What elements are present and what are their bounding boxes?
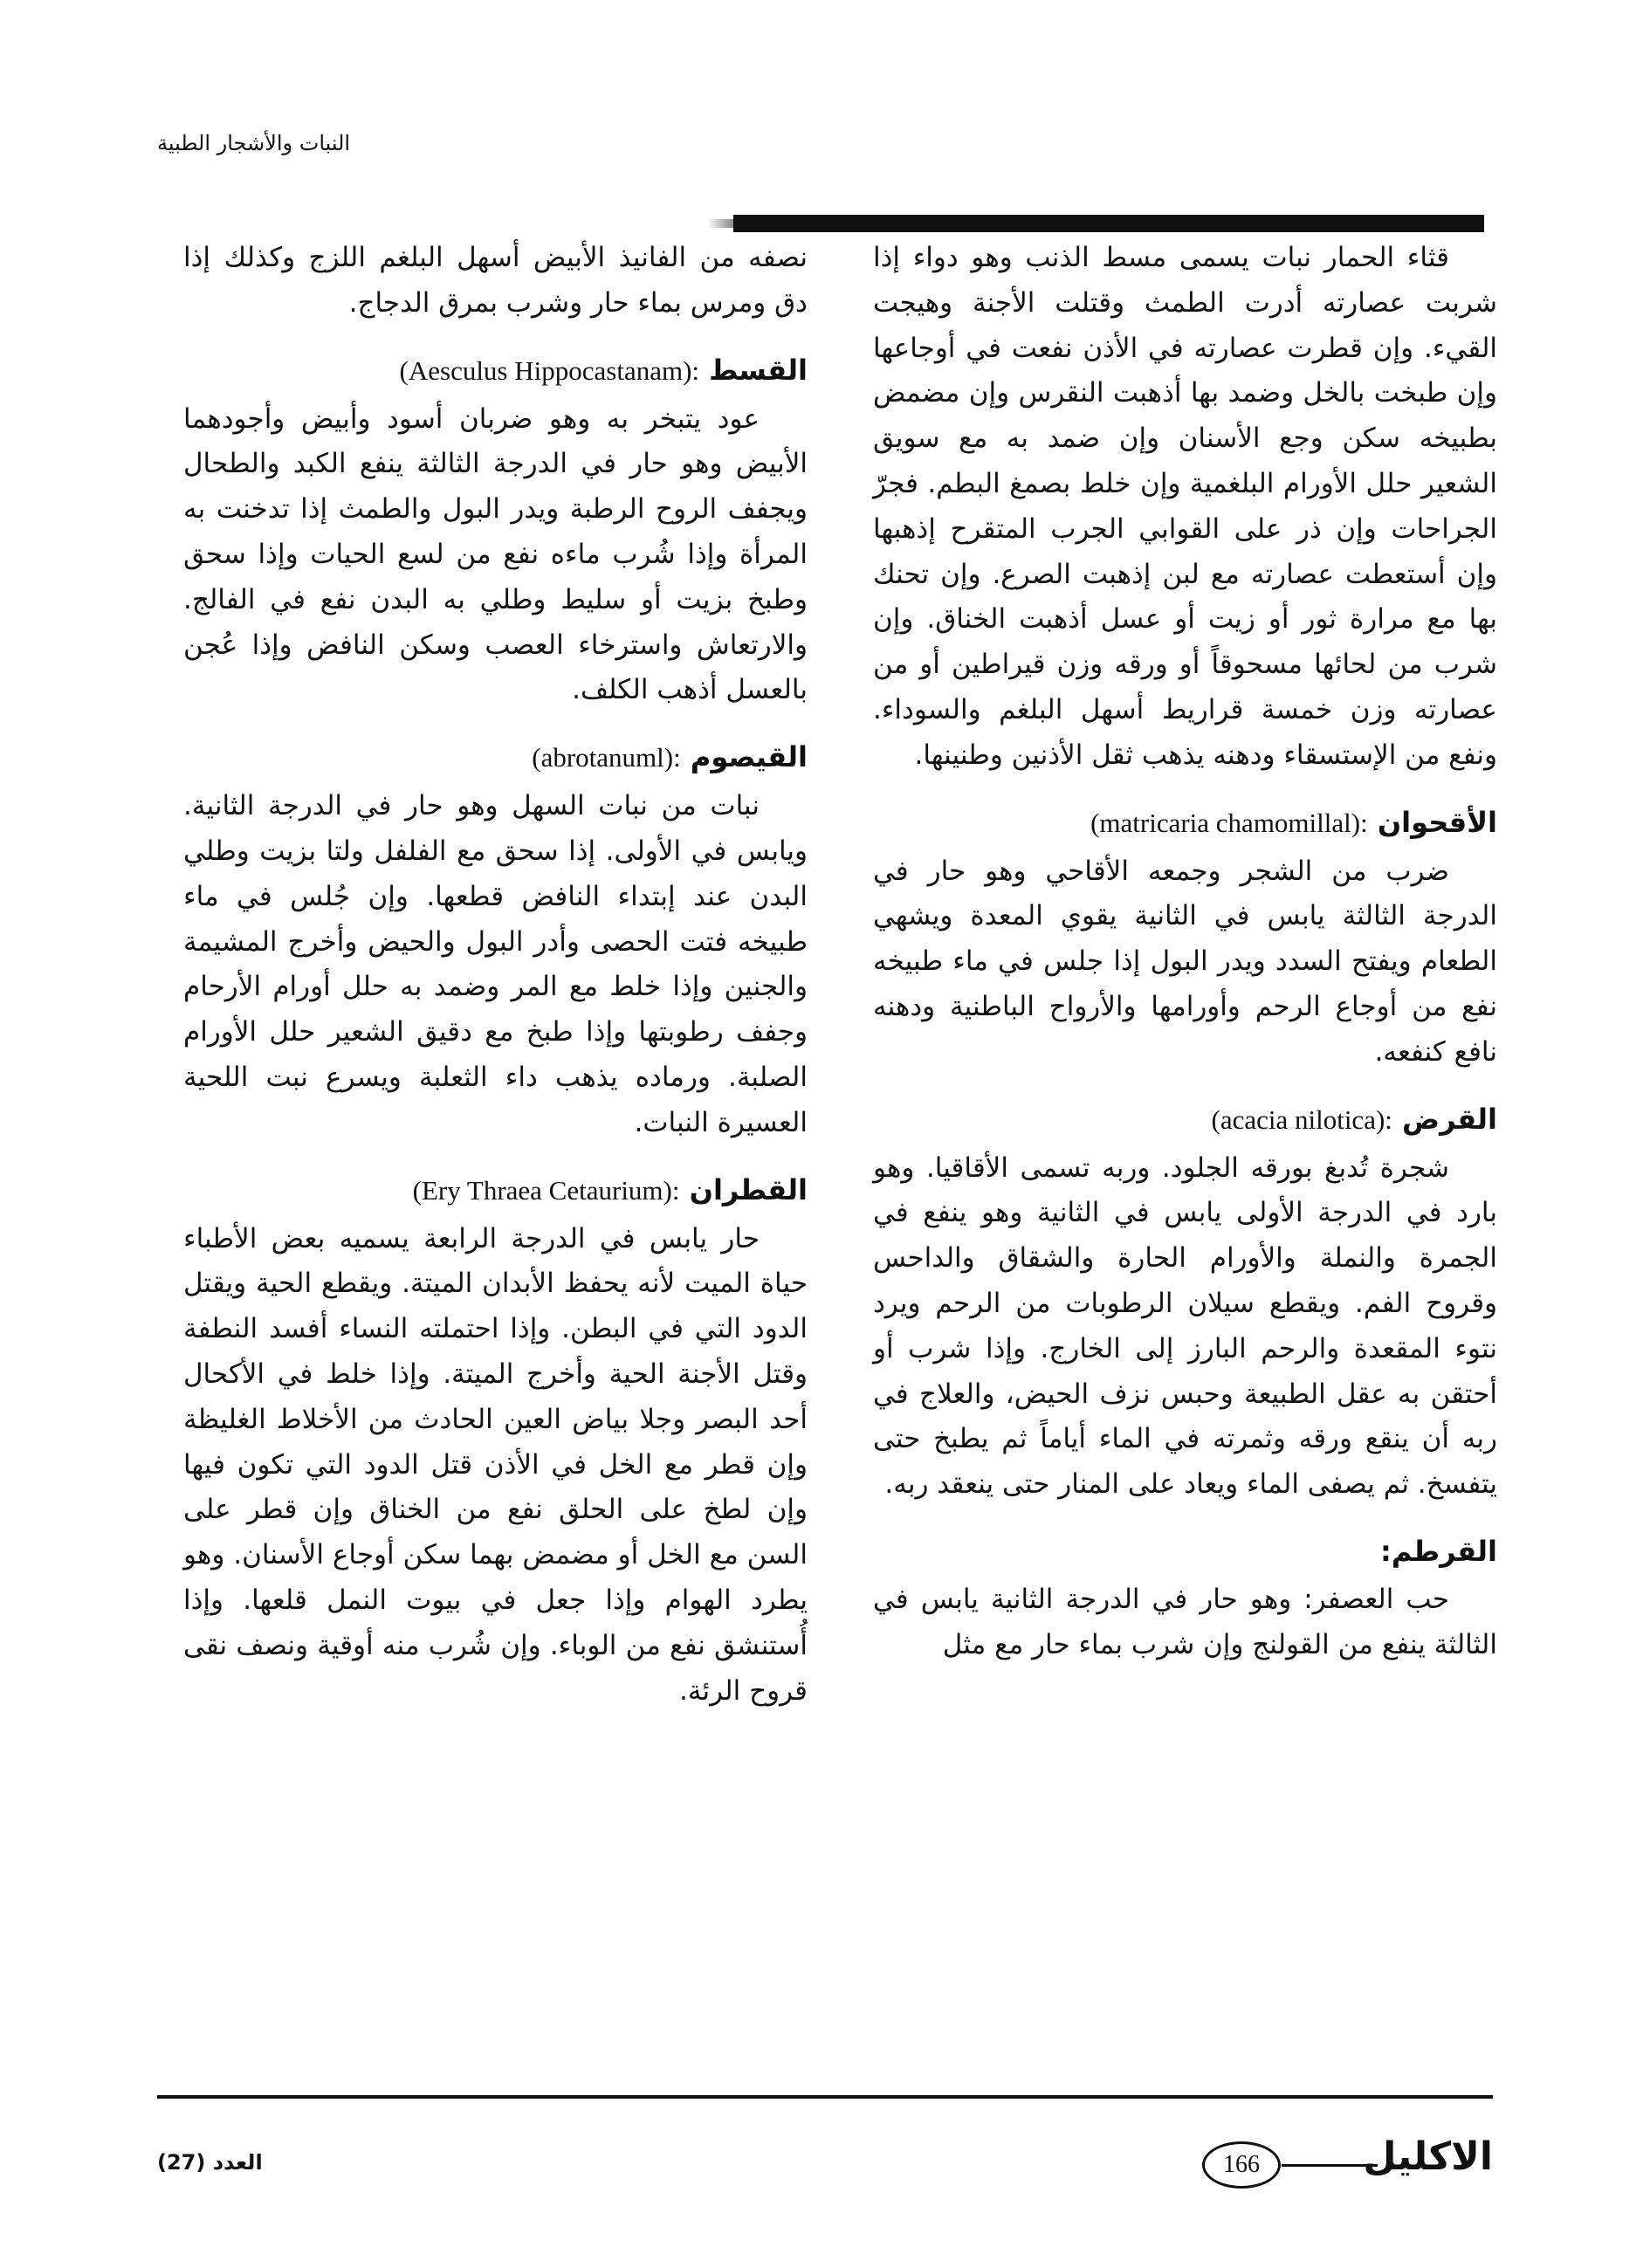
entry-heading-qaysum: [183, 736, 808, 779]
journal-name-logo: الاكليل: [1363, 2134, 1493, 2179]
continuation-paragraph: نصفه من الفانيذ الأبيض أسهل البلغم اللزج وكذلك إذا دق ومرس بماء حار وشرب بمرق الدجاج.: [183, 242, 808, 319]
intro-paragraph: قثاء الحمار نبات يسمى مسط الذنب وهو دواء إذا شربت عصارته أدرت الطمث وقتلت الأجنة وهيجت القيء. وإن قطرت عصارته في الأذن نفعت في أوجاعها وإن طبخت بالخل وضمد بها أذهبت النقرس وإن مضمض بطبيخه سكن وجع الأسنان وإن ضمد به مع سويق الشعير حلل الأورام البلغمية وإن خلط بصمغ البطم. فجرّ الجراحات وإن ذر على القوابي الجرب المتقرح إذهبها وإن أستعطت عصارته مع لبن إذهبت الصرع. وإن تحنك بها مع مرارة ثور أو زيت أو عسل أذهبت الخناق. وإن شرب من لحائها مسحوقاً أو ورقه وزن قيراطين أو من عصارته وزن خمسة قراريط أسهل البلغم والسوداء. ونفع من الإستسقاء ودهنه يذهب ثقل الأذنين وطنينها.: [873, 242, 1497, 771]
entry-latin-name: (Aesculus Hippocastanam):: [399, 354, 700, 386]
entry-heading-qarad: [873, 1098, 1497, 1141]
issue-number: العدد (27): [157, 2150, 263, 2175]
bottom-rule: [157, 2095, 1493, 2099]
entry-name: القسط: [709, 353, 808, 387]
entry-latin-name: (matricaria chamomillal):: [1090, 807, 1368, 838]
entry-name: القيصوم: [690, 740, 808, 774]
entry-name: القطران: [689, 1172, 808, 1206]
entry-latin-name: (Ery Thraea Cetaurium):: [412, 1174, 680, 1206]
entry-heading-qurtum: [873, 1530, 1497, 1572]
page-number: 166: [1202, 2141, 1281, 2189]
left-column: [183, 236, 808, 1714]
entry-text-qarad: شجرة تُدبغ بورقه الجلود. وربه تسمى الأقاقيا. وهو بارد في الدرجة الأولى يابس في الثانية وهو ينفع في الجمرة والنملة والأورام الحارة والشقاق والداحس وقروح الفم. ويقطع سيلان الرطوبات من الرحم ويرد نتوء المقعدة والرحم البارز إلى الخارج. وإذا شرب أو أحتقن به عقل الطبيعة وحبس نزف الحيض، والعلاج في ربه أن ينقع ورقه وثمرته في الماء أياماً ثم يطبخ حتى يتفسخ. ثم يصفى الماء ويعاد على المنار حتى ينعقد ربه.: [873, 1151, 1497, 1501]
entry-name: القرطم:: [1380, 1534, 1497, 1568]
entry-text-qatran: حار يابس في الدرجة الرابعة يسميه بعض الأطباء حياة الميت لأنه يحفظ الأبدان الميتة. ويقطع الحية ويقتل الدود التي في البطن. وإذا احتملته النساء أفسد النطفة وقتل الأجنة الحية وأخرج الميتة. وإذا خلط في الأكحال أحد البصر وجلا بياض العين الحادث من الأخلاط الغليظة وإن قطر مع الخل في الأذن قتل الدود التي تكون فيها وإن لطخ على الحلق نفع من الخناق وإن قطر على السن مع الخل أو مضمض بهما سكن أوجاع الأسنان. وهو يطرد الهوام وإذا جعل في بيوت النمل قلعها. وإذا أُستنشق نفع من الوباء. وإن شُرب منه أوقية ونصف نقى قروح الرئة.: [183, 1222, 808, 1707]
entry-text-qurtum: حب العصفر: وهو حار في الدرجة الثانية يابس في الثالثة ينفع من القولنج وإن شرب بماء حار مع مثل: [873, 1583, 1497, 1660]
entry-text-qust: عود يتبخر به وهو ضربان أسود وأبيض وأجودهما الأبيض وهو حار في الدرجة الثالثة ينفع الكبد والطحال ويجفف الروح الرطبة ويدر البول والطمث إذا تدخنت به المرأة وإذا شُرب ماءه نفع من لسع الحيات وإذا سحق وطبخ بزيت أو سليط وطلي به البدن نفع في الفالج. والارتعاش واسترخاء العصب وسكن النافض وإذا عُجن بالعسل أذهب الكلف.: [183, 402, 808, 706]
entry-text-aqhuwan: ضرب من الشجر وجمعه الأقاحي وهو حار في الدرجة الثالثة يابس في الثانية يقوي المعدة ويشهي الطعام ويفتح السدد ويدر البول إذا جلس في ماء طبيخه نفع من أوجاع الرحم وأورامها والأرواح الباطنية ودهنه نافع كنفعه.: [873, 855, 1497, 1068]
entry-heading-qatran: [183, 1169, 808, 1212]
entry-latin-name: (abrotanuml):: [532, 742, 681, 773]
entry-heading-qust: [183, 349, 808, 392]
running-header: النبات والأشجار الطبية: [157, 131, 351, 155]
entry-latin-name: (acacia nilotica):: [1211, 1103, 1392, 1135]
entry-text-qaysum: نبات من نبات السهل وهو حار في الدرجة الثانية. ويابس في الأولى. إذا سحق مع الفلفل ولتا بزيت وطلي البدن عند إبتداء النافض قطعها. وإن جُلس في ماء طبيخه فتت الحصى وأدر البول والحيض وأخرج المشيمة والجنين وإذا خلط مع المر وضمد به حلل أورام الأرحام وجفف رطوبتها وإذا طبخ مع دقيق الشعير حلل الأورام الصلبة. ورماده يذهب داء الثعلبة ويسرع نبت اللحية العسيرة النبات.: [183, 790, 808, 1138]
entry-name: القرض: [1402, 1102, 1497, 1136]
top-rule: [733, 215, 1484, 232]
right-column: [873, 236, 1497, 1668]
entry-heading-aqhuwan: [873, 801, 1497, 844]
entry-name: الأقحوان: [1377, 805, 1497, 839]
page-footer: [157, 2134, 1493, 2196]
